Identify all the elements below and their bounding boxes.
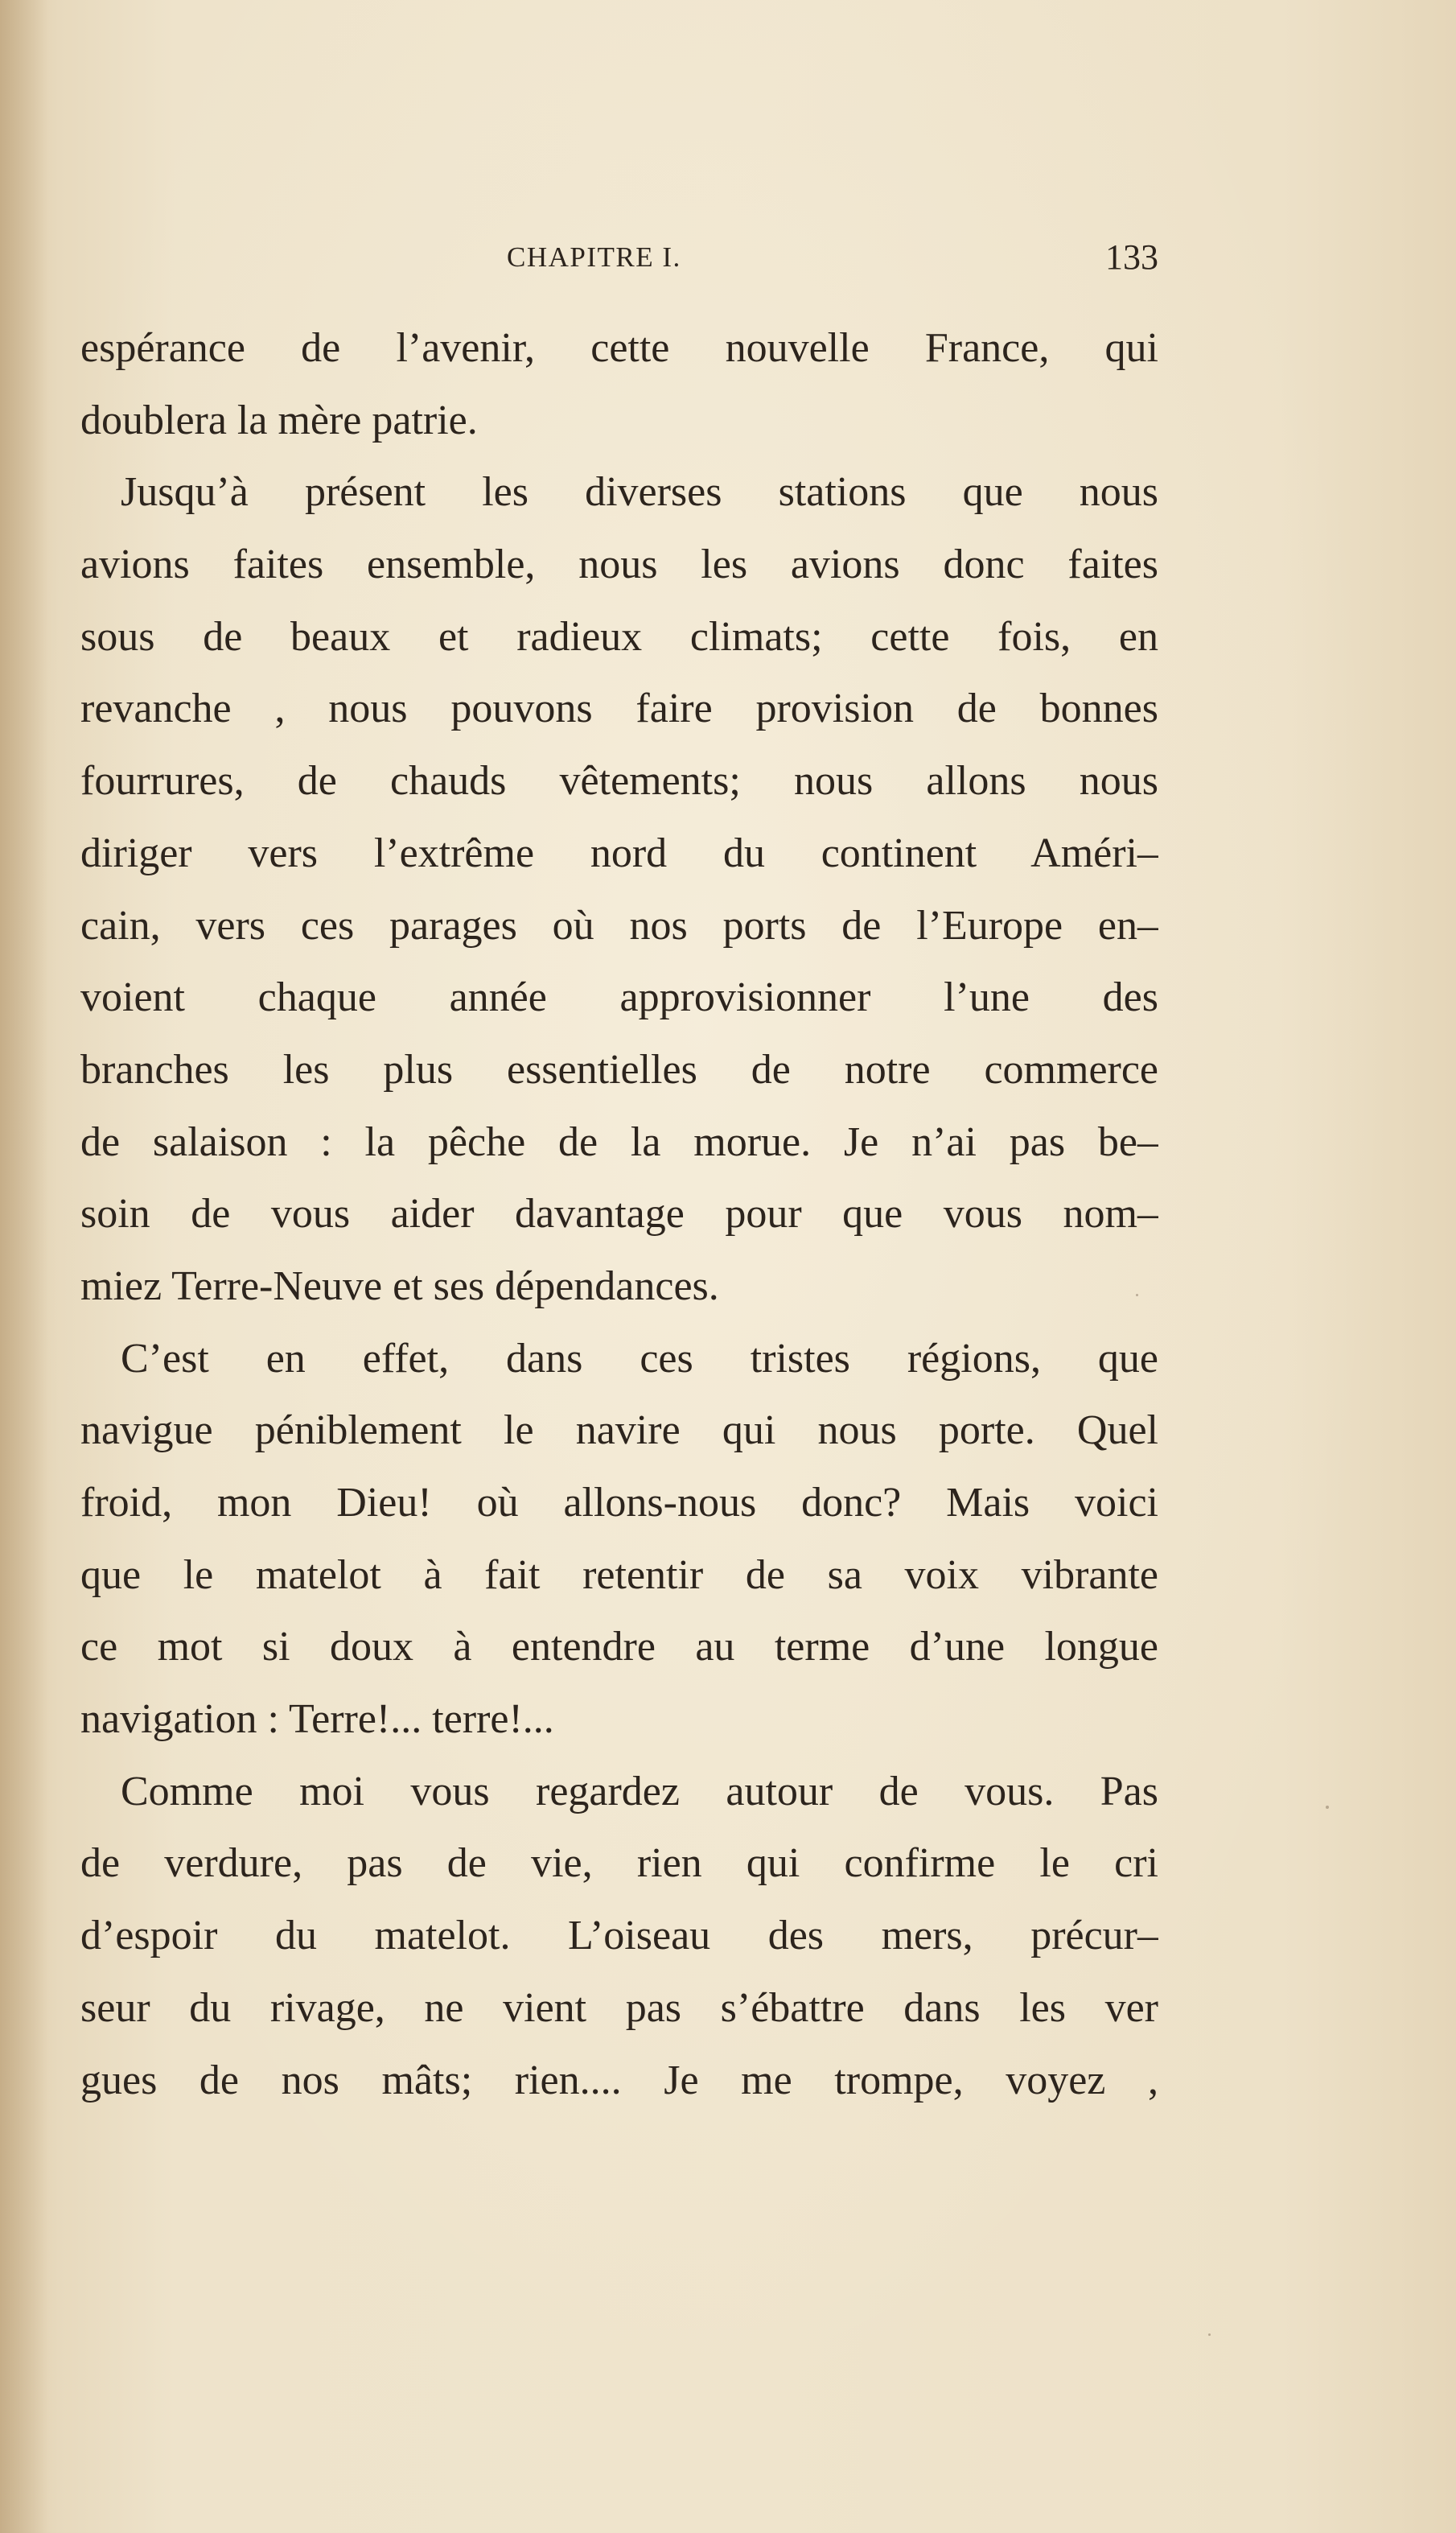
page-gutter-shadow: [0, 0, 48, 2533]
chapter-title: CHAPITRE I.: [507, 241, 681, 273]
paper-speck: [1208, 2333, 1211, 2336]
text-line: C’est en effet, dans ces tristes régions, que: [121, 1335, 1158, 1382]
text-line: espérance de l’avenir, cette nouvelle France, qui: [80, 325, 1158, 371]
text-line: miez Terre-Neuve et ses dépendances.: [80, 1262, 719, 1309]
text-line: de salaison : la pêche de la morue. Je n’ai pas be–: [80, 1118, 1158, 1165]
text-line: d’espoir du matelot. L’oiseau des mers, précur–: [80, 1913, 1158, 1959]
text-line: seur du rivage, ne vient pas s’ébattre dans les ver: [80, 1984, 1158, 2031]
text-line: gues de nos mâts; rien.... Je me trompe, voyez ,: [80, 2057, 1158, 2103]
text-line: revanche , nous pouvons faire provision de bonnes: [80, 686, 1158, 732]
paper-speck: [1326, 1806, 1329, 1809]
page-number: 133: [1105, 237, 1158, 277]
text-line: de verdure, pas de vie, rien qui confirme le cri: [80, 1840, 1158, 1887]
text-line: soin de vous aider davantage pour que vous nom–: [80, 1191, 1158, 1238]
text-line: Comme moi vous regardez autour de vous. Pas: [121, 1768, 1158, 1814]
text-line: ce mot si doux à entendre au terme d’une longue: [80, 1624, 1158, 1670]
text-line: navigation : Terre!... terre!...: [80, 1696, 554, 1743]
body-text: [80, 312, 1158, 2116]
text-line: voient chaque année approvisionner l’une des: [80, 974, 1158, 1021]
text-line: sous de beaux et radieux climats; cette fois, en: [80, 613, 1158, 660]
text-line: cain, vers ces parages où nos ports de l’Europe en–: [80, 902, 1158, 949]
text-line: navigue péniblement le navire qui nous porte. Quel: [80, 1407, 1158, 1454]
text-line: doublera la mère patrie.: [80, 397, 478, 443]
running-head: [80, 233, 1158, 282]
text-line: avions faites ensemble, nous les avions donc faites: [80, 542, 1158, 588]
text-line: fourrures, de chauds vêtements; nous allons nous: [80, 758, 1158, 805]
text-line: diriger vers l’extrême nord du continent Améri–: [80, 830, 1158, 876]
text-line: froid, mon Dieu! où allons-nous donc? Mais voici: [80, 1480, 1158, 1526]
text-line: branches les plus essentielles de notre commerce: [80, 1046, 1158, 1093]
text-line: que le matelot à fait retentir de sa voix vibrante: [80, 1551, 1158, 1598]
text-line: Jusqu’à présent les diverses stations que nous: [121, 469, 1158, 516]
